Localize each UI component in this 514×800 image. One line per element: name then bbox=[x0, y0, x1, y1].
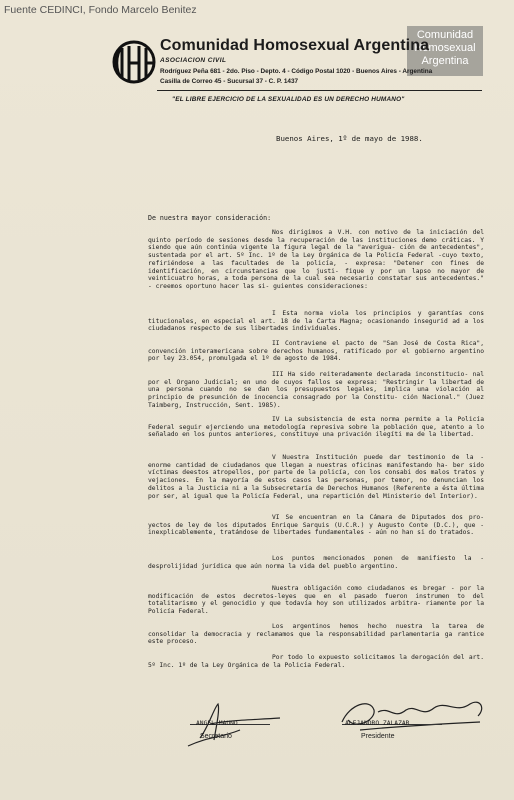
address-line: Casilla de Correo 45 - Sucursal 37 - C. P. 1437 bbox=[160, 78, 299, 85]
signatory-role: Secretario bbox=[200, 733, 232, 740]
organization-subtitle: ASOCIACION CIVIL bbox=[160, 57, 227, 64]
address-line: Rodríguez Peña 681 - 2do. Piso - Depto. 4 - Código Postal 1020 - Buenos Aires - Argentina bbox=[160, 68, 433, 75]
paragraph-consequence: Los puntos mencionados ponen de manifiesto la - desprolijidad jurídica que aún norma la vida del pueblo argentino. bbox=[148, 555, 484, 570]
letter-date: Buenos Aires, 1º de mayo de 1988. bbox=[276, 134, 423, 143]
paragraph-ii: II Contraviene el pacto de "San José de Costa Rica", convención interamericana sobre derechos humanos, ratificado por el gobierno argentino por ley 23.054, promulgada el 1º de agosto de 1984. bbox=[148, 340, 484, 363]
signatory-role: Presidente bbox=[361, 733, 395, 740]
motto: "EL LIBRE EJERCICIO DE LA SEXUALIDAD ES UN DERECHO HUMANO" bbox=[172, 96, 405, 103]
organization-name: Comunidad Homosexual Argentina bbox=[160, 37, 430, 54]
paragraph-iii: III Ha sido reiteradamente declarada inconstitucio- nal por el Organo Judicial; en uno de cuyos fallos se expresa: "Restringir la libertad de una persona cuando no se dan los presupuestos legales, implica una violación al principio de presunción de inocencia consagrado por la Constitu- ción Nacional." (Juez Taimberg, Instrucción, Sent. 1985). bbox=[148, 371, 484, 409]
watermark-line: Argentina bbox=[421, 55, 469, 67]
paragraph-obligation: Nuestra obligación como ciudadanos es bregar - por la modificación de estos decretos-leyes que en el pasado fueron instrumen to del totalitarismo y el genocidio y que todavía hoy son utilizados arbitra- riamente por la Policía Federal. bbox=[148, 585, 484, 616]
salutation: De nuestra mayor consideración: bbox=[148, 214, 272, 222]
paragraph-v: V Nuestra Institución puede dar testimonio de la - enorme cantidad de ciudadanos que llegan a nuestras oficinas manifestando ha- ber sido víctimas deestos atropellos, por parte de la policía, con los consabi dos malos tratos y vejaciones. En la mayoría de estos casos las personas, por temor, no denuncian los delitos a la Justicia ni a la Subsecretaría de Derechos Humanos (Referente a ésta última por ser, al igual que la Policía Federal, una repartición del Ministerio del Interior). bbox=[148, 454, 484, 500]
signatory-name: ANGEL MAUNO bbox=[196, 720, 238, 727]
watermark-line: Comunidad bbox=[416, 29, 474, 41]
watermark-line: Homosexual bbox=[414, 42, 476, 54]
paragraph-vi: VI Se encuentran en la Cámara de Diputados dos pro- yectos de ley de los diputados Enrique Sarquis (U.C.R.) y Augusto Conte (D.C.), que -inexplicablemente, tratándose de libertades fundamentales - aún no han si do tratados. bbox=[148, 514, 484, 537]
paragraph-i: I Esta norma viola los principios y garantías cons titucionales, en especial el art. 18 de la Carta Magna; ocasionando insegurid ad a los ciudadanos respecto de sus libertades individuales. bbox=[148, 310, 484, 333]
source-caption: Fuente CEDINCI, Fondo Marcelo Benitez bbox=[4, 4, 197, 16]
header-divider bbox=[157, 90, 482, 91]
paragraph-request: Por todo lo expuesto solicitamos la derogación del art. 5º Inc. 1º de la Ley Orgánica de la Policía Federal. bbox=[148, 654, 484, 669]
president-signature-icon bbox=[330, 690, 490, 736]
paragraph-intro: Nos dirigimos a V.H. con motivo de la iniciación del quinto período de sesiones desde la recuperación de las instituciones demo cráticas. Y siendo que aún continúa vigente la figura legal de la "averigua- ción de antecedentes", sustentada por el art. 5º Inc. 1º de la Ley Orgánica de la Policía Federal -cuyo texto, refiriéndose a las facultades de la policía, - expresa: "Detener con fines de identificación, en circunstancias que lo justi- fique y por un lapso no mayor de veinticuatro horas, a toda persona de la cual sea necesario constatar sus antecedentes." - creemos oportuno hacer las si- guientes consideraciones: bbox=[148, 229, 484, 290]
paragraph-democracy: Los argentinos hemos hecho nuestra la tarea de consolidar la democracia y reclamamos que la responsabilidad parlamentaria ga rantice este proceso. bbox=[148, 623, 484, 646]
signatory-name: ALEJANDRO ZALAZAR bbox=[345, 720, 410, 727]
paragraph-iv: IV La subsistencia de esta norma permite a la Policía Federal seguir ejerciendo una metodología represiva sobre la población que, atento a lo señalado en los puntos anteriores, constituye una privación ilegíti ma de la libertad. bbox=[148, 416, 484, 439]
cha-logo-icon bbox=[110, 38, 158, 86]
